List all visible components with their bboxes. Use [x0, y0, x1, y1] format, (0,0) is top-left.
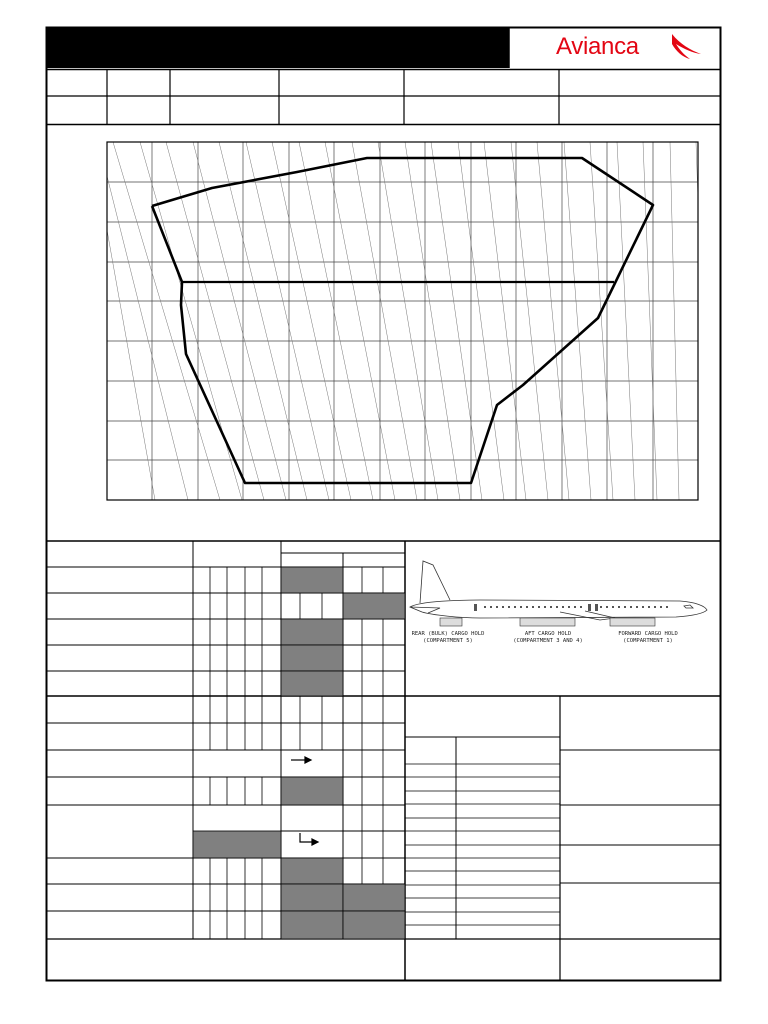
chart-cg-lines	[107, 142, 698, 500]
side-table	[405, 696, 720, 980]
rear-hold-sublabel: (COMPARTMENT 5)	[423, 638, 473, 644]
forward-cargo-hold	[610, 618, 655, 626]
form-border	[47, 28, 721, 981]
cabin-windows	[474, 604, 668, 611]
aircraft-diagram	[410, 561, 707, 644]
header-info-table	[47, 69, 720, 125]
cg-envelope-chart	[107, 142, 698, 500]
aft-cargo-hold	[520, 618, 575, 626]
forward-hold-label: FORWARD CARGO HOLD	[618, 631, 678, 637]
brand-name: Avianca	[556, 33, 639, 60]
title-bar	[47, 28, 509, 68]
aft-hold-sublabel: (COMPARTMENT 3 AND 4)	[513, 638, 583, 644]
aircraft-silhouette	[410, 561, 707, 620]
cargo-holds	[440, 618, 655, 626]
cg-envelope-outline	[152, 158, 653, 483]
avianca-logo-icon	[672, 34, 701, 59]
rear-hold-label: REAR (BULK) CARGO HOLD	[411, 631, 485, 637]
aft-hold-label: AFT CARGO HOLD	[524, 631, 572, 637]
bent-arrow-icon	[300, 833, 318, 845]
arrow-icon	[291, 757, 311, 763]
forward-hold-sublabel: (COMPARTMENT 1)	[623, 638, 673, 644]
shaded-cells	[193, 567, 405, 939]
rear-cargo-hold	[440, 618, 462, 626]
